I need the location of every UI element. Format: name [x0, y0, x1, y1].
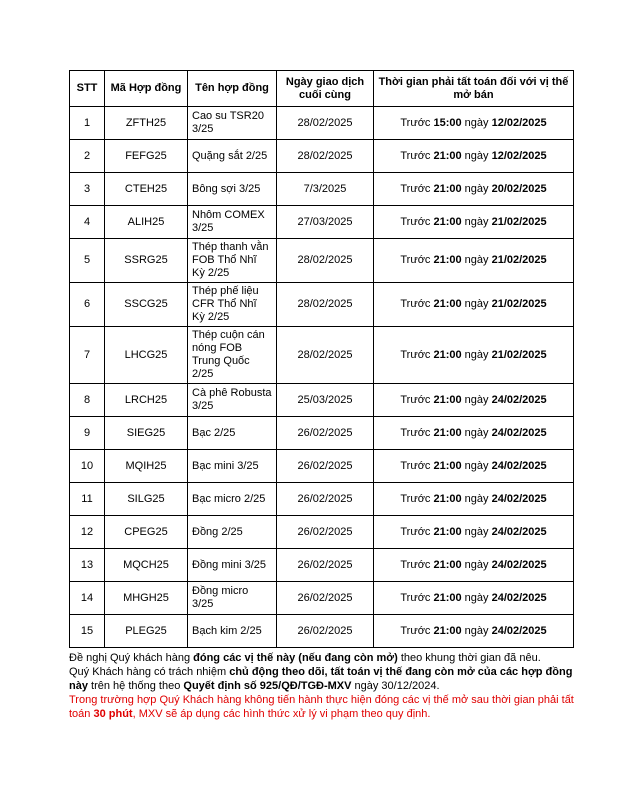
row-last-trading-day: 26/02/2025 — [277, 483, 374, 516]
row-stt: 7 — [70, 327, 105, 384]
row-contract-code: CPEG25 — [105, 516, 188, 549]
row-contract-name: Bạc 2/25 — [188, 417, 277, 450]
header-stt: STT — [70, 71, 105, 107]
deadline-prefix: Trước — [400, 525, 434, 538]
row-last-trading-day: 26/02/2025 — [277, 417, 374, 450]
row-last-trading-day: 26/02/2025 — [277, 615, 374, 648]
table-row — [70, 549, 574, 582]
row-contract-name: Bông sợi 3/25 — [188, 173, 277, 206]
deadline-prefix: Trước — [400, 393, 434, 406]
table-row — [70, 384, 574, 417]
table-row — [70, 107, 574, 140]
row-stt: 5 — [70, 239, 105, 283]
deadline-prefix: Trước — [400, 116, 434, 129]
row-settlement-deadline — [374, 140, 574, 173]
row-last-trading-day: 28/02/2025 — [277, 107, 374, 140]
deadline-date: 12/02/2025 — [491, 116, 547, 129]
header-last-trading-day: Ngày giao dịch cuối cùng — [277, 71, 374, 107]
row-stt: 2 — [70, 140, 105, 173]
table-row — [70, 417, 574, 450]
row-contract-name: Quặng sắt 2/25 — [188, 140, 277, 173]
deadline-connector: ngày — [461, 624, 492, 637]
row-contract-code: FEFG25 — [105, 140, 188, 173]
row-contract-code: ALIH25 — [105, 206, 188, 239]
row-contract-code: MQCH25 — [105, 549, 188, 582]
deadline-connector: ngày — [461, 393, 492, 406]
deadline-prefix: Trước — [400, 492, 434, 505]
deadline-prefix: Trước — [400, 426, 434, 439]
table-row — [70, 483, 574, 516]
row-stt: 15 — [70, 615, 105, 648]
row-contract-code: SSRG25 — [105, 239, 188, 283]
note-violation-warning — [69, 693, 579, 721]
row-last-trading-day: 28/02/2025 — [277, 239, 374, 283]
row-last-trading-day: 25/03/2025 — [277, 384, 374, 417]
deadline-connector: ngày — [461, 215, 492, 228]
warning-text: Trong trường hợp Quý Khách hàng không tiến hành thực hiện đóng các vị thế mở sau thời gian phải tất toán — [69, 694, 574, 720]
row-contract-name: Nhôm COMEX 3/25 — [188, 206, 277, 239]
table-row — [70, 206, 574, 239]
row-settlement-deadline — [374, 417, 574, 450]
row-contract-name: Thép phế liệu CFR Thổ Nhĩ Kỳ 2/25 — [188, 283, 277, 327]
deadline-time: 21:00 — [433, 393, 462, 406]
deadline-time: 21:00 — [433, 254, 462, 266]
row-contract-code: LHCG25 — [105, 327, 188, 384]
deadline-connector: ngày — [461, 459, 492, 472]
deadline-prefix: Trước — [400, 254, 434, 266]
warning-bold-text: 30 phút — [93, 708, 133, 720]
deadline-date: 24/02/2025 — [491, 459, 547, 472]
deadline-time: 21:00 — [433, 426, 462, 439]
row-stt: 6 — [70, 283, 105, 327]
row-settlement-deadline — [374, 173, 574, 206]
deadline-time: 21:00 — [433, 624, 462, 637]
table-row — [70, 615, 574, 648]
row-settlement-deadline — [374, 283, 574, 327]
deadline-connector: ngày — [461, 591, 492, 604]
deadline-time: 21:00 — [433, 348, 462, 361]
deadline-prefix: Trước — [400, 591, 434, 604]
row-contract-name: Cà phê Robusta 3/25 — [188, 384, 277, 417]
note-bold-text: đóng các vị thế này (nếu đang còn mở) — [193, 652, 398, 664]
row-contract-name: Đồng mini 3/25 — [188, 549, 277, 582]
note-text: Đề nghị Quý khách hàng — [69, 652, 194, 664]
deadline-time: 21:00 — [433, 182, 462, 195]
deadline-connector: ngày — [461, 254, 492, 266]
deadline-time: 15:00 — [433, 116, 462, 129]
row-contract-name: Đồng 2/25 — [188, 516, 277, 549]
row-last-trading-day: 28/02/2025 — [277, 327, 374, 384]
row-contract-code: SILG25 — [105, 483, 188, 516]
deadline-prefix: Trước — [400, 459, 434, 472]
row-settlement-deadline — [374, 516, 574, 549]
deadline-connector: ngày — [461, 116, 492, 129]
row-contract-code: ZFTH25 — [105, 107, 188, 140]
row-settlement-deadline — [374, 327, 574, 384]
deadline-date: 21/02/2025 — [491, 215, 547, 228]
table-row — [70, 516, 574, 549]
row-contract-name: Thép thanh vằn FOB Thổ Nhĩ Kỳ 2/25 — [188, 239, 277, 283]
row-stt: 8 — [70, 384, 105, 417]
row-last-trading-day: 7/3/2025 — [277, 173, 374, 206]
note-bold-text: chủ động theo dõi, tất toán vị thế đang còn mở của các hợp đồng này — [69, 666, 573, 692]
row-settlement-deadline — [374, 384, 574, 417]
deadline-connector: ngày — [461, 182, 492, 195]
table-row — [70, 327, 574, 384]
row-last-trading-day: 26/02/2025 — [277, 450, 374, 483]
table-row — [70, 173, 574, 206]
table-row — [70, 140, 574, 173]
deadline-date: 21/02/2025 — [491, 348, 547, 361]
row-contract-code: MQIH25 — [105, 450, 188, 483]
deadline-connector: ngày — [461, 492, 492, 505]
deadline-date: 24/02/2025 — [491, 492, 547, 505]
row-stt: 4 — [70, 206, 105, 239]
row-stt: 9 — [70, 417, 105, 450]
note-text: trên hệ thống theo — [87, 680, 184, 692]
table-row — [70, 239, 574, 283]
table-row — [70, 450, 574, 483]
deadline-date: 20/02/2025 — [491, 182, 547, 195]
row-contract-code: MHGH25 — [105, 582, 188, 615]
deadline-prefix: Trước — [400, 624, 434, 637]
note-text: theo khung thời gian đã nêu. — [397, 652, 541, 664]
row-contract-code: SSCG25 — [105, 283, 188, 327]
deadline-prefix: Trước — [400, 558, 434, 571]
row-last-trading-day: 28/02/2025 — [277, 140, 374, 173]
note-responsibility — [69, 665, 579, 693]
deadline-time: 21:00 — [433, 591, 462, 604]
table-row — [70, 283, 574, 327]
note-text: Quý Khách hàng có trách nhiệm — [69, 666, 230, 678]
deadline-date: 24/02/2025 — [491, 393, 547, 406]
row-last-trading-day: 26/02/2025 — [277, 582, 374, 615]
deadline-time: 21:00 — [433, 298, 462, 310]
row-stt: 10 — [70, 450, 105, 483]
row-stt: 14 — [70, 582, 105, 615]
row-settlement-deadline — [374, 206, 574, 239]
deadline-connector: ngày — [461, 558, 492, 571]
row-stt: 1 — [70, 107, 105, 140]
row-contract-name: Cao su TSR20 3/25 — [188, 107, 277, 140]
table-row — [70, 582, 574, 615]
deadline-date: 12/02/2025 — [491, 149, 547, 162]
row-last-trading-day: 26/02/2025 — [277, 549, 374, 582]
header-contract-code: Mã Hợp đồng — [105, 71, 188, 107]
row-settlement-deadline — [374, 582, 574, 615]
deadline-prefix: Trước — [400, 149, 434, 162]
header-settlement-deadline: Thời gian phải tất toán đối với vị thế mở bán — [374, 71, 574, 107]
deadline-time: 21:00 — [433, 558, 462, 571]
note-request — [69, 651, 579, 665]
row-contract-name: Đồng micro 3/25 — [188, 582, 277, 615]
table-header-row — [70, 71, 574, 107]
contract-deadline-table — [69, 70, 574, 648]
row-contract-name: Bạc micro 2/25 — [188, 483, 277, 516]
row-settlement-deadline — [374, 239, 574, 283]
row-contract-code: CTEH25 — [105, 173, 188, 206]
row-contract-code: SIEG25 — [105, 417, 188, 450]
deadline-time: 21:00 — [433, 459, 462, 472]
row-contract-name: Bạc mini 3/25 — [188, 450, 277, 483]
deadline-date: 24/02/2025 — [491, 525, 547, 538]
deadline-time: 21:00 — [433, 149, 462, 162]
row-last-trading-day: 27/03/2025 — [277, 206, 374, 239]
deadline-date: 24/02/2025 — [491, 558, 547, 571]
deadline-connector: ngày — [461, 298, 492, 310]
row-stt: 13 — [70, 549, 105, 582]
deadline-date: 21/02/2025 — [491, 298, 547, 310]
deadline-connector: ngày — [461, 149, 492, 162]
row-settlement-deadline — [374, 483, 574, 516]
deadline-date: 24/02/2025 — [491, 591, 547, 604]
deadline-connector: ngày — [461, 348, 492, 361]
note-text: ngày 30/12/2024. — [351, 680, 440, 692]
row-settlement-deadline — [374, 549, 574, 582]
deadline-date: 24/02/2025 — [491, 624, 547, 637]
row-stt: 12 — [70, 516, 105, 549]
deadline-time: 21:00 — [433, 525, 462, 538]
warning-text: , MXV sẽ áp dụng các hình thức xử lý vi phạm theo quy định. — [132, 708, 431, 720]
deadline-date: 21/02/2025 — [491, 254, 547, 266]
deadline-time: 21:00 — [433, 492, 462, 505]
deadline-prefix: Trước — [400, 298, 434, 310]
header-contract-name: Tên hợp đồng — [188, 71, 277, 107]
deadline-connector: ngày — [461, 426, 492, 439]
deadline-prefix: Trước — [400, 215, 434, 228]
row-settlement-deadline — [374, 107, 574, 140]
row-contract-code: LRCH25 — [105, 384, 188, 417]
deadline-time: 21:00 — [433, 215, 462, 228]
row-contract-name: Thép cuộn cán nóng FOB Trung Quốc 2/25 — [188, 327, 277, 384]
row-stt: 3 — [70, 173, 105, 206]
row-settlement-deadline — [374, 615, 574, 648]
deadline-prefix: Trước — [400, 348, 434, 361]
row-contract-name: Bạch kim 2/25 — [188, 615, 277, 648]
row-stt: 11 — [70, 483, 105, 516]
row-last-trading-day: 26/02/2025 — [277, 516, 374, 549]
notes-section — [69, 651, 579, 721]
deadline-connector: ngày — [461, 525, 492, 538]
row-settlement-deadline — [374, 450, 574, 483]
deadline-date: 24/02/2025 — [491, 426, 547, 439]
row-last-trading-day: 28/02/2025 — [277, 283, 374, 327]
decision-reference: Quyết định số 925/QĐ/TGĐ-MXV — [183, 680, 352, 692]
row-contract-code: PLEG25 — [105, 615, 188, 648]
deadline-prefix: Trước — [400, 182, 434, 195]
